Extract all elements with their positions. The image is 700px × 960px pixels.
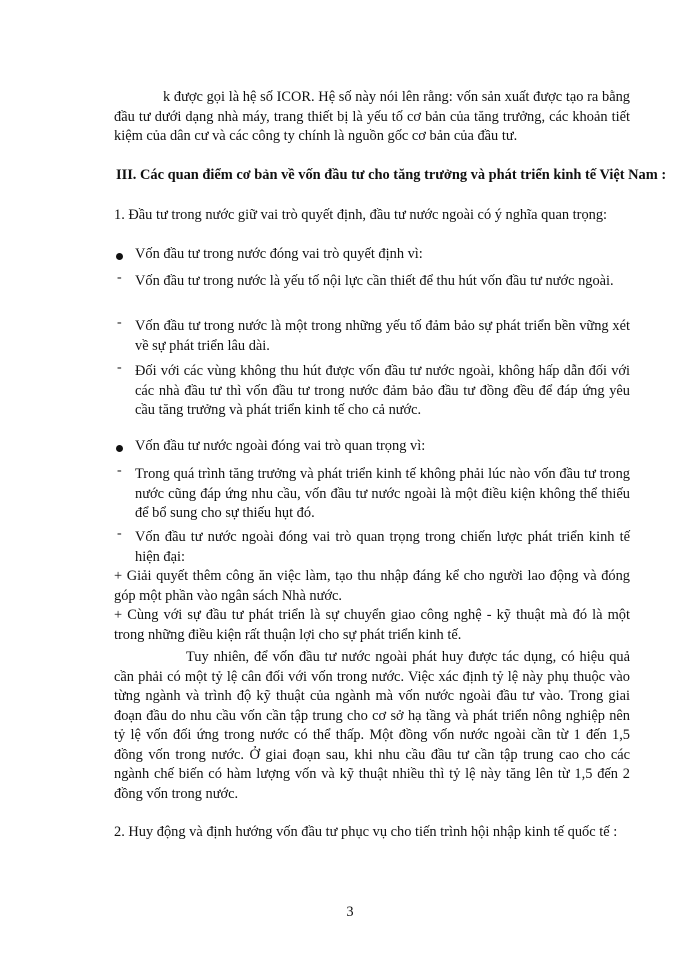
bullet-foreign-capital: Vốn đầu tư nước ngoài đóng vai trò quan trọng vì: <box>135 438 426 454</box>
dash-item-strategy: Vốn đầu tư nước ngoài đóng vai trò quan trọng trong chiến lược phát triển kinh tế hiện đại: <box>135 529 630 565</box>
dash-item-sustainable-development: Vốn đầu tư trong nước là một trong những yếu tố đảm bảo sự phát triển bền vững xét về sự phát triển lâu dài. <box>135 318 630 354</box>
paragraph-icor: k được gọi là hệ số ICOR. Hệ số này nói lên rằng: vốn sản xuất được tạo ra bằng đầu tư dưới dạng nhà máy, trang thiết bị là yếu tố cơ bản của tăng trưởng, các khoản tiết kiệm của dân cư và các công ty chính là nguồn gốc cơ bản của đầu tư. <box>114 89 630 144</box>
numbered-item-1: 1. Đầu tư trong nước giữ vai trò quyết định, đầu tư nước ngoài có ý nghĩa quan trọng: <box>114 207 608 223</box>
dash-icon: - <box>117 526 122 541</box>
dash-icon: - <box>117 270 122 285</box>
dash-icon: - <box>117 315 122 330</box>
plus-item-technology-transfer: + Cùng với sự đầu tư phát triển là sự chuyển giao công nghệ - kỹ thuật mà đó là một trong những điều kiện rất thuận lợi cho sự phát triển kinh tế. <box>114 607 630 643</box>
dash-icon: - <box>117 360 122 375</box>
numbered-item-2: 2. Huy động và định hướng vốn đầu tư phục vụ cho tiến trình hội nhập kinh tế quốc tế : <box>114 824 618 840</box>
page-number: 3 <box>346 904 354 920</box>
plus-item-employment: + Giải quyết thêm công ăn việc làm, tạo thu nhập đáng kể cho người lao động và đóng góp một phần vào ngân sách Nhà nước. <box>114 568 630 604</box>
dash-item-internal-resource: Vốn đầu tư trong nước là yếu tố nội lực cần thiết để thu hút vốn đầu tư nước ngoài. <box>135 273 614 289</box>
paragraph-ratio: Tuy nhiên, để vốn đầu tư nước ngoài phát huy được tác dụng, có hiệu quả cần phải có một tỷ lệ cân đối với vốn trong nước. Việc xác định tỷ lệ này phụ thuộc vào từng ngành và trình độ kỹ thuật của ngành mà vốn nước ngoài đầu tư vào. Trong giai đoạn đầu do nhu cầu vốn cần tập trung cho cơ sở hạ tầng và phát triển nông nghiệp nên tỷ lệ vốn đối ứng trong nước có thể thấp. Một đồng vốn nước ngoài cần từ 1 đến 1,5 đồng vốn trong nước. Ở giai đoạn sau, khi nhu cầu đầu tư cần tập trung cao cho các ngành chế biến có hàm lượng vốn và kỹ thuật nhiều thì tỷ lệ này tăng lên từ 1,5 đến 2 đồng vốn trong nước. <box>114 649 630 802</box>
bullet-domestic-capital: Vốn đầu tư trong nước đóng vai trò quyết định vì: <box>135 246 423 262</box>
section-heading-iii: III. Các quan điểm cơ bản về vốn đầu tư cho tăng trưởng và phát triển kinh tế Việt Nam : <box>116 167 667 183</box>
dash-item-regions: Đối với các vùng không thu hút được vốn đầu tư nước ngoài, không hấp dẫn đối với các nhà đầu tư thì vốn đầu tư trong nước đảm bảo đầu tư đồng đều để đáp ứng yêu cầu tăng trưởng và phát triển kinh tế cho cả nước. <box>135 363 630 418</box>
bullet-icon <box>116 445 123 452</box>
dash-icon: - <box>117 463 122 478</box>
dash-item-supplement: Trong quá trình tăng trưởng và phát triển kinh tế không phải lúc nào vốn đầu tư trong nước cũng đáp ứng nhu cầu, vốn đầu tư nước ngoài là một điều kiện không thể thiếu để bổ sung cho sự thiếu hụt đó. <box>135 466 630 521</box>
bullet-icon <box>116 253 123 260</box>
